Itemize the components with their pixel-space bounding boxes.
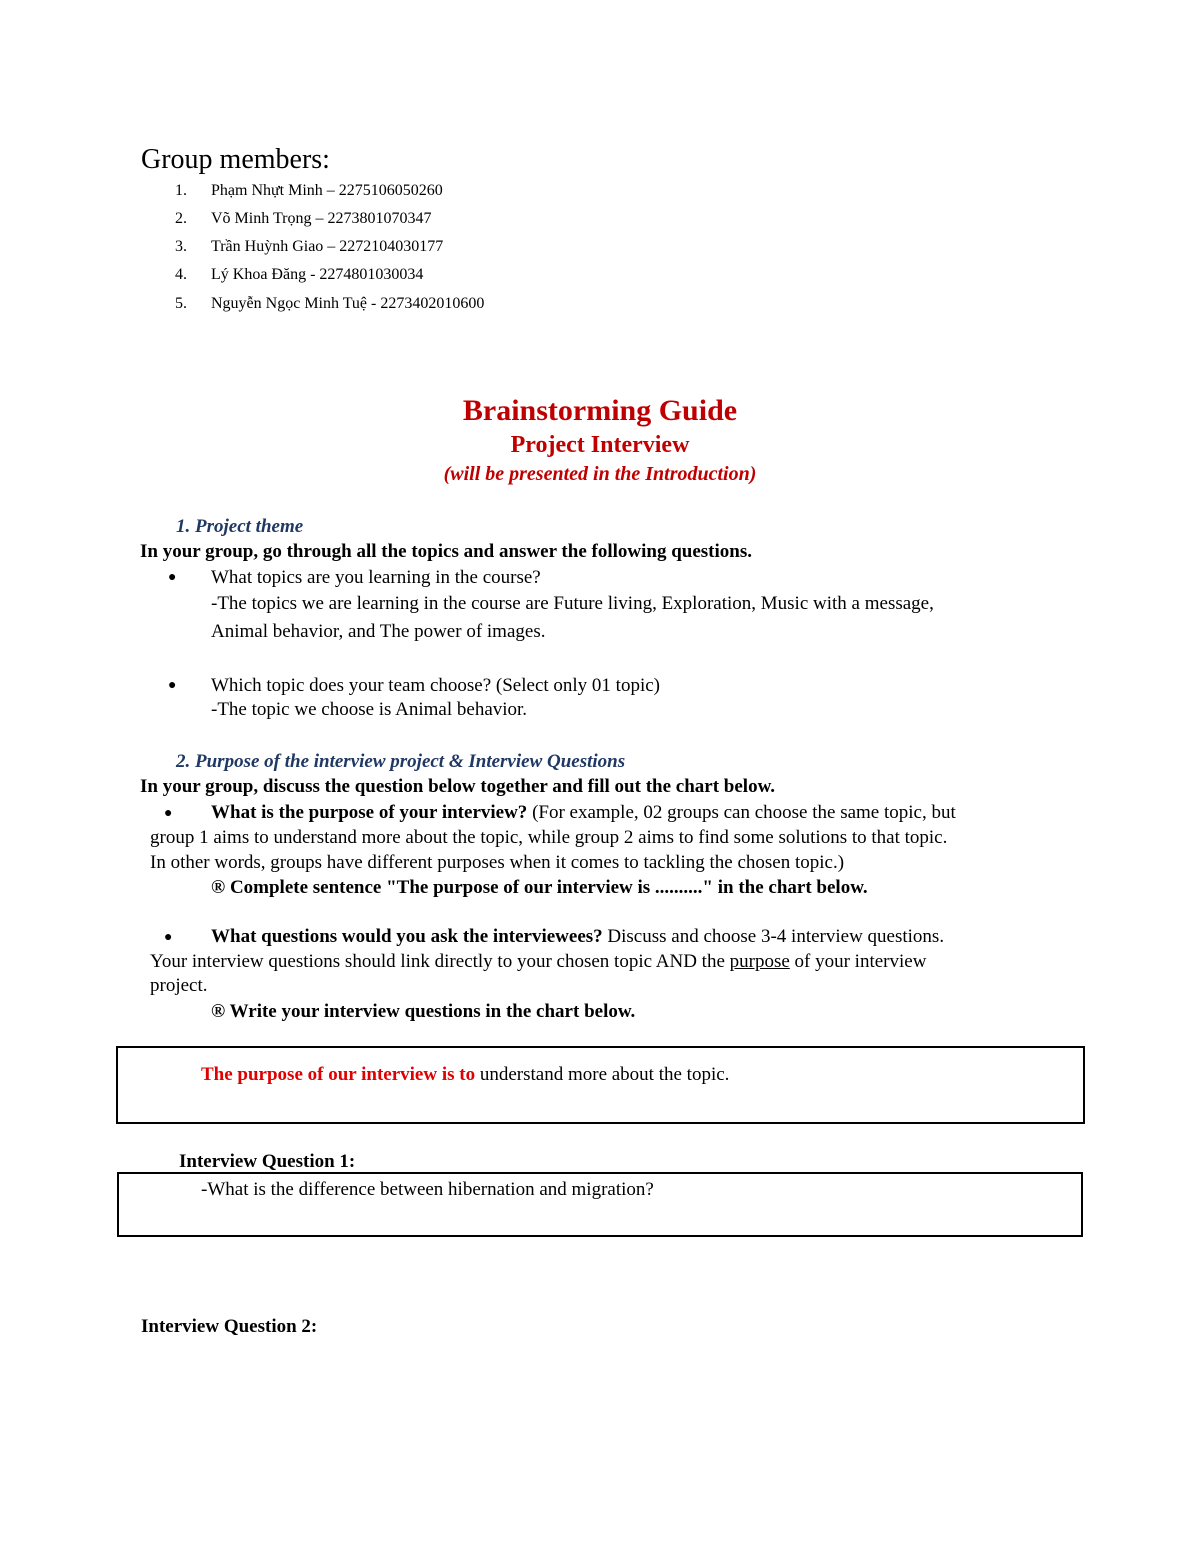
purpose-question: What is the purpose of your interview? (For example, 02 groups can choose the same topic, but — [211, 802, 956, 823]
interview-question-1-label: Interview Question 1: — [179, 1151, 356, 1172]
page-title: Brainstorming Guide — [462, 394, 738, 427]
interview-question-2-label: Interview Question 2: — [141, 1316, 318, 1337]
purpose-sentence: The purpose of our interview is to understand more about the topic. — [201, 1064, 730, 1085]
list-item: 1. Phạm Nhựt Minh – 2275106050260 — [175, 182, 443, 199]
interviewee-question: What questions would you ask the interviewees? Discuss and choose 3-4 interview questions. — [211, 926, 945, 947]
section-1-heading: 1. Project theme — [176, 516, 304, 537]
list-item: 4. Lý Khoa Đăng - 2274801030034 — [175, 266, 424, 283]
section-2-instruction: In your group, discuss the question below together and fill out the chart below. — [140, 776, 775, 797]
bullet-icon: ● — [168, 570, 177, 585]
list-item: 2. Võ Minh Trọng – 2273801070347 — [175, 210, 432, 227]
question-chosen-topic: Which topic does your team choose? (Select only 01 topic) — [211, 675, 661, 696]
purpose-box — [116, 1046, 1085, 1124]
interview-question-1-box — [117, 1172, 1083, 1237]
questions-task: ® Write your interview questions in the chart below. — [211, 1001, 636, 1022]
list-item: 3. Trần Huỳnh Giao – 2272104030177 — [175, 238, 444, 255]
answer-topics-line1: -The topics we are learning in the course are Future living, Exploration, Music with a message, — [211, 593, 934, 614]
section-1-instruction: In your group, go through all the topics and answer the following questions. — [140, 541, 752, 562]
interviewee-explanation-line2: Your interview questions should link directly to your chosen topic AND the purpose of your interview — [150, 951, 927, 972]
interviewee-explanation-line3: project. — [150, 975, 208, 996]
page-note: (will be presented in the Introduction) — [443, 463, 757, 485]
page-subtitle: Project Interview — [510, 432, 690, 458]
purpose-explanation-line3: In other words, groups have different purposes when it comes to tackling the chosen topic.) — [150, 852, 845, 873]
interview-question-1-answer: -What is the difference between hibernation and migration? — [201, 1179, 654, 1200]
bullet-icon: ● — [164, 930, 173, 945]
question-topics: What topics are you learning in the course? — [211, 567, 541, 588]
section-2-heading: 2. Purpose of the interview project & Interview Questions — [176, 751, 626, 772]
list-item: 5. Nguyễn Ngọc Minh Tuệ - 2273402010600 — [175, 295, 485, 312]
purpose-explanation-line2: group 1 aims to understand more about the topic, while group 2 aims to find some solutions to that topic. — [150, 827, 948, 848]
answer-chosen-topic: -The topic we choose is Animal behavior. — [211, 699, 528, 720]
purpose-task: ® Complete sentence "The purpose of our interview is .........." in the chart below. — [211, 877, 868, 898]
group-members-title: Group members: — [141, 144, 330, 175]
bullet-icon: ● — [164, 806, 173, 821]
answer-topics-line2: Animal behavior, and The power of images. — [211, 621, 546, 642]
bullet-icon: ● — [168, 678, 177, 693]
